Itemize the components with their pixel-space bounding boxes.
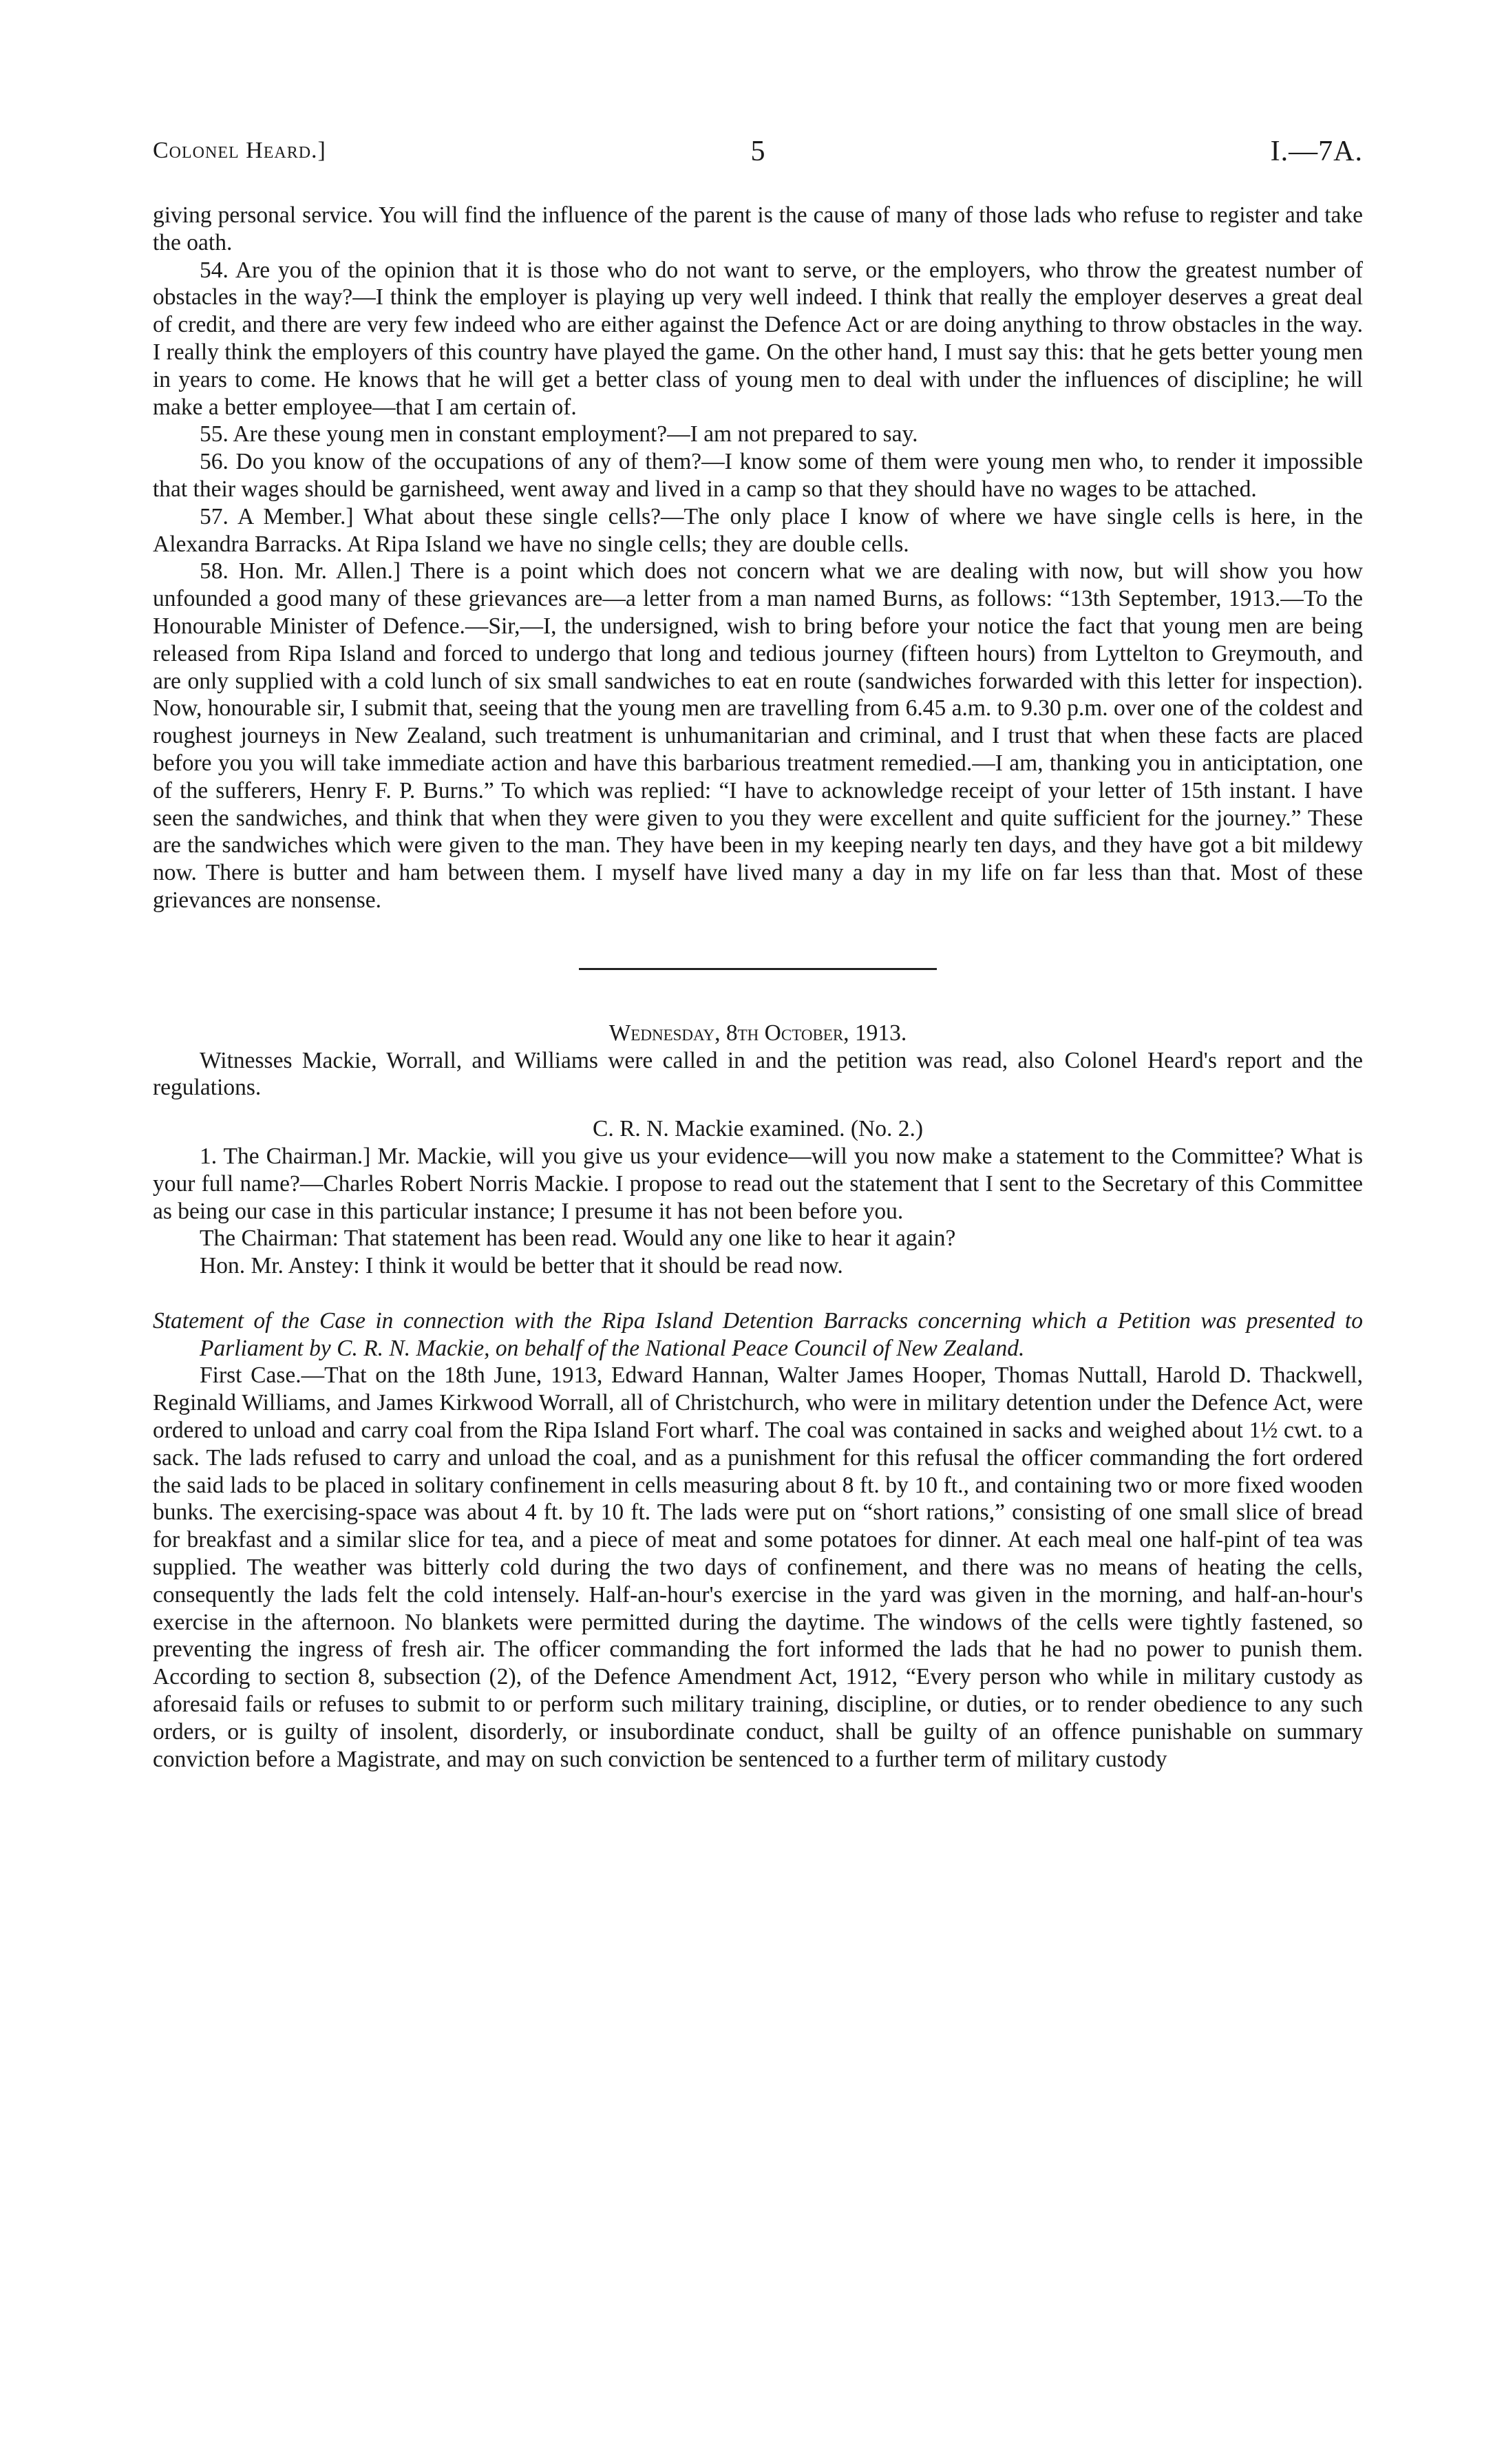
paragraph-q1: 1. The Chairman.] Mr. Mackie, will you give us your evidence—will you now make a statement to the Committee? What is your full name?—Charles Robert Norris Mackie. I propose to read out the statement that I sent to the Secretary of this Committee as being our case in this particular instance; I presume it has not been before you. [153, 1143, 1363, 1224]
paragraph-continuation: giving personal service. You will find the influence of the parent is the cause of many of those lads who refuse to register and take the oath. [153, 202, 1363, 255]
paragraph-q58: 58. Hon. Mr. Allen.] There is a point which does not concern what we are dealing with now, but will show you how unfounded a good many of these grievances are—a letter from a man named Burns, as follows: “13th September, 1913.—To the Honourable Minister of Defence.—Sir,—I, the undersigned, wish to bring before your notice the fact that young men are being released from Ripa Island and forced to undergo that long and tedious journey (fifteen hours) from Lyttelton to Greymouth, and are only supplied with a cold lunch of six small sandwiches to eat en route (sandwiches forwarded with this letter for inspection). Now, honourable sir, I submit that, seeing that the young men are travelling from 6.45 a.m. to 9.30 p.m. over one of the coldest and roughest journeys in New Zealand, such treatment is unhumanitarian and criminal, and I trust that when these facts are placed before you you will take immediate action and have this barbarious treatment remedied.—I am, thanking you in anticiptation, one of the sufferers, Henry F. P. Burns.” To which was replied: “I have to acknowledge receipt of your letter of 15th instant. I have seen the sandwiches, and think that when they were given to you they were excellent and quite sufficient for the journey.” These are the sandwiches which were given to the man. They have been in my keeping nearly ten days, and they have got a bit mildewy now. There is butter and ham between them. I myself have lived many a day in my life on far less than that. Most of these grievances are nonsense. [153, 558, 1363, 913]
paragraph-q54: 54. Are you of the opinion that it is those who do not want to serve, or the employers, who throw the greatest number of obstacles in the way?—I think the employer is playing up very well indeed. I think that really the employer deserves a great deal of credit, and there are very few indeed who are either against the Defence Act or are doing anything to throw obstacles in the way. I really think the employers of this country have played the game. On the other hand, I must say this: that he gets better young men in years to come. He knows that he will get a better class of young men to deal with under the influences of discipline; he will make a better employee—that I am certain of. [153, 257, 1363, 420]
page-header [153, 138, 1363, 172]
paragraph-q55: 55. Are these young men in constant employment?—I am not prepared to say. [200, 421, 918, 447]
date-heading: Wednesday, 8th October, 1913. [608, 1020, 907, 1046]
section-divider [579, 968, 937, 970]
header-right: I.—7A. [1270, 136, 1363, 167]
first-case-paragraph: First Case.—That on the 18th June, 1913, Edward Hannan, Walter James Hooper, Thomas Nuttall, Harold D. Thackwell, Reginald Williams, and James Kirkwood Worrall, all of Christchurch, who were in military detention under the Defence Act, were ordered to unload and carry coal from the Ripa Island Fort wharf. The coal was contained in sacks and weighed about 1½ cwt. to a sack. The lads refused to carry and unload the coal, and as a punishment for this refusal the officer commanding the fort ordered the said lads to be placed in solitary confinement in cells measuring about 8 ft. by 10 ft., and containing two or more fixed wooden bunks. The exercising-space was about 4 ft. by 10 ft. The lads were put on “short rations,” consisting of one small slice of bread for breakfast and a similar slice for tea, and a piece of meat and some potatoes for dinner. At each meal one half-pint of tea was supplied. The weather was bitterly cold during the two days of confinement, and there was no means of heating the cells, consequently the lads felt the cold intensely. Half-an-hour's exercise in the yard was given in the morning, and half-an-hour's exercise in the afternoon. No blankets were permitted during the daytime. The windows of the cells were tightly fastened, so preventing the ingress of fresh air. The officer commanding the fort informed the lads that he had no power to punish them. According to section 8, subsection (2), of the Defence Amendment Act, 1912, “Every person who while in military custody as aforesaid fails or refuses to submit to or perform such military training, discipline, or duties, or to render obedience to any such orders, or is guilty of insolent, disorderly, or insubordinate conduct, shall be guilty of an offence punishable on summary conviction before a Magistrate, and may on such conviction be sentenced to a further term of military custody [153, 1362, 1363, 1772]
anstey-line: Hon. Mr. Anstey: I think it would be better that it should be read now. [200, 1253, 843, 1279]
page-number: 5 [750, 136, 765, 167]
paragraph-q56: 56. Do you know of the occupations of any of them?—I know some of them were young men who, to render it impossible that their wages should be garnisheed, went away and lived in a camp so that they should have no wages to be attached. [153, 449, 1363, 502]
header-left: Colonel Heard.] [153, 138, 326, 163]
examined-heading: C. R. N. Mackie examined. (No. 2.) [592, 1116, 924, 1142]
witnesses-paragraph: Witnesses Mackie, Worrall, and Williams were called in and the petition was read, also Colonel Heard's report and the regulations. [153, 1047, 1363, 1101]
paragraph-q57: 57. A Member.] What about these single cells?—The only place I know of where we have single cells is here, in the Alexandra Barracks. At Ripa Island we have no single cells; they are double cells. [153, 503, 1363, 557]
page-body [153, 202, 1363, 1773]
statement-title: Statement of the Case in connection with the Ripa Island Detention Barracks concerning which a Petition was presented to Parliament by C. R. N. Mackie, on behalf of the National Peace Council of New Zealand. [153, 1307, 1363, 1361]
chairman-line: The Chairman: That statement has been read. Would any one like to hear it again? [200, 1225, 956, 1252]
